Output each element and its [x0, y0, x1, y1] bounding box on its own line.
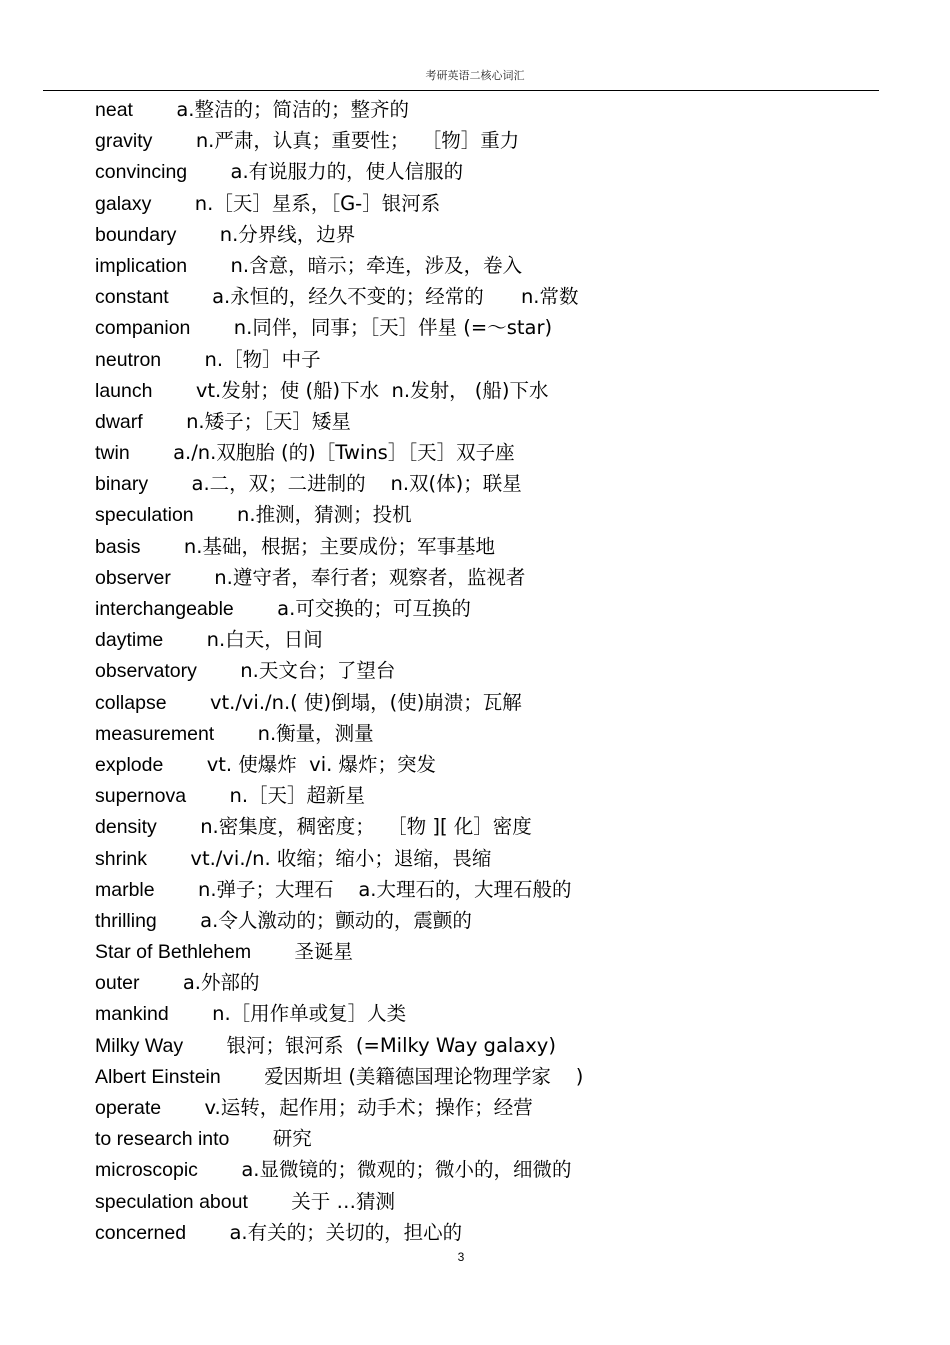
vocab-definition: 银河；银河系 (=Milky Way galaxy): [226, 1033, 556, 1057]
vocab-term: implication: [95, 254, 188, 277]
page-header-title: 考研英语二核心词汇: [425, 69, 525, 82]
header-divider: [43, 90, 879, 91]
term-gap: [133, 98, 176, 121]
vocab-definition: v.运转，起作用；动手术；操作；经营: [204, 1096, 533, 1119]
vocab-entry: [95, 1217, 915, 1248]
vocab-term: supernova: [95, 785, 187, 808]
vocab-entry: [95, 967, 915, 998]
term-gap: [171, 566, 214, 589]
vocab-entry: [95, 375, 915, 406]
vocab-term: marble: [95, 878, 155, 901]
term-gap: [161, 348, 204, 371]
vocabulary-list: [95, 94, 915, 1248]
vocab-definition: n.弹子；大理石 a.大理石的，大理石般的: [198, 877, 572, 901]
vocab-entry: [95, 843, 915, 874]
vocab-entry: [95, 437, 915, 468]
term-gap: [157, 909, 200, 932]
term-gap: [194, 503, 237, 526]
term-gap: [187, 160, 230, 183]
term-gap: [190, 316, 233, 339]
term-gap: [169, 1002, 212, 1025]
vocab-term: outer: [95, 972, 140, 995]
page-number: 3: [457, 1250, 465, 1264]
term-gap: [234, 597, 277, 620]
vocab-entry: [95, 1154, 915, 1185]
vocab-definition: a.永恒的，经久不变的；经常的 n.常数: [212, 285, 579, 309]
vocab-term: Milky Way: [95, 1034, 184, 1057]
vocab-entry: [95, 344, 915, 375]
vocab-definition: a.外部的: [182, 971, 260, 995]
vocab-term: neutron: [95, 348, 162, 371]
vocab-entry: [95, 125, 915, 156]
term-gap: [167, 691, 210, 714]
vocab-definition: n.［用作单或复］人类: [212, 1002, 407, 1026]
vocab-term: shrink: [95, 847, 148, 870]
vocab-definition: n.含意，暗示；牵连，涉及，卷入: [230, 253, 523, 277]
vocab-definition: n.同伴，同事；［天］伴星 (=～star): [233, 316, 553, 340]
vocab-term: basis: [95, 535, 141, 558]
vocab-term: gravity: [95, 130, 153, 153]
vocab-entry: [95, 531, 915, 562]
vocab-entry: [95, 499, 915, 530]
vocab-term: measurement: [95, 722, 215, 745]
vocab-term: density: [95, 816, 157, 839]
vocab-entry: [95, 655, 915, 686]
vocab-term: speculation about: [95, 1190, 248, 1213]
vocab-definition: vt.发射；使 (船)下水 n.发射， (船)下水: [195, 378, 549, 402]
vocab-term: Albert Einstein: [95, 1065, 221, 1088]
vocab-term: to research into: [95, 1128, 230, 1151]
vocab-entry: [95, 406, 915, 437]
term-gap: [141, 535, 184, 558]
vocab-definition: vt./vi./n.( 使)倒塌，(使)崩溃；瓦解: [209, 690, 522, 714]
term-gap: [143, 410, 186, 433]
vocab-term: companion: [95, 317, 191, 340]
vocab-entry: [95, 562, 915, 593]
vocab-entry: [95, 312, 915, 343]
vocab-definition: 圣诞星: [294, 940, 353, 964]
vocab-definition: a.整洁的；简洁的；整齐的: [176, 98, 409, 121]
vocab-definition: n.分界线，边界: [219, 222, 356, 246]
vocab-definition: a./n.双胞胎 (的)［Twins］［天］双子座: [173, 441, 515, 465]
vocab-term: galaxy: [95, 192, 152, 215]
term-gap: [229, 1127, 272, 1150]
term-gap: [197, 659, 240, 682]
vocab-definition: n.［物］中子: [204, 347, 321, 371]
vocab-term: binary: [95, 473, 149, 496]
vocab-definition: 研究: [272, 1127, 312, 1151]
vocab-term: thrilling: [95, 909, 157, 932]
vocab-term: launch: [95, 379, 153, 402]
vocab-term: concerned: [95, 1221, 187, 1244]
vocab-entry: [95, 998, 915, 1029]
vocab-term: microscopic: [95, 1159, 198, 1182]
vocab-entry: [95, 749, 915, 780]
vocab-definition: n.矮子；［天］矮星: [186, 409, 351, 433]
vocab-definition: n.推测，猜测；投机: [237, 503, 412, 527]
vocab-term: collapse: [95, 691, 167, 714]
vocab-definition: n.基础，根据；主要成份；军事基地: [183, 534, 495, 558]
vocab-term: observatory: [95, 660, 197, 683]
term-gap: [139, 971, 182, 994]
vocab-entry: [95, 936, 915, 967]
vocab-term: speculation: [95, 504, 194, 527]
term-gap: [147, 847, 190, 870]
vocab-definition: n.天文台；了望台: [240, 659, 396, 683]
vocab-entry: [95, 1061, 915, 1092]
vocab-definition: a.有关的；关切的，担心的: [229, 1220, 463, 1244]
vocab-entry: [95, 188, 915, 219]
vocab-definition: n.白天，日间: [206, 628, 323, 652]
term-gap: [248, 1190, 291, 1213]
term-gap: [186, 1221, 229, 1244]
vocab-definition: a.令人激动的；颤动的，震颤的: [200, 908, 472, 932]
vocab-entry: [95, 874, 915, 905]
vocab-entry: [95, 94, 915, 125]
vocab-definition: vt./vi./n. 收缩；缩小；退缩，畏缩: [190, 846, 492, 870]
vocab-entry: [95, 1092, 915, 1123]
vocab-term: observer: [95, 566, 171, 589]
vocab-entry: [95, 687, 915, 718]
term-gap: [221, 1065, 264, 1088]
vocab-entry: [95, 905, 915, 936]
vocab-definition: 爱因斯坦 (美籍德国理论物理学家 ): [264, 1064, 584, 1088]
vocab-entry: [95, 624, 915, 655]
term-gap: [163, 628, 206, 651]
vocab-definition: a.有说服力的，使人信服的: [230, 160, 464, 184]
vocab-term: explode: [95, 753, 164, 776]
vocab-entry: [95, 219, 915, 250]
term-gap: [151, 192, 194, 215]
vocab-definition: a.显微镜的；微观的；微小的，细微的: [241, 1158, 572, 1182]
vocab-definition: vt. 使爆炸 vi. 爆炸；突发: [206, 752, 437, 776]
term-gap: [187, 254, 230, 277]
vocab-definition: n.严肃，认真；重要性； ［物］重力: [195, 129, 520, 153]
vocab-entry: [95, 593, 915, 624]
term-gap: [152, 129, 195, 152]
term-gap: [130, 441, 173, 464]
vocab-definition: n.密集度，稠密度； ［物 ][ 化］密度: [200, 815, 532, 839]
vocab-entry: [95, 156, 915, 187]
vocab-term: dwarf: [95, 410, 143, 433]
vocab-definition: n.［天］星系，［G-］银河系: [194, 191, 441, 215]
term-gap: [152, 379, 195, 402]
vocab-term: constant: [95, 286, 169, 309]
vocab-entry: [95, 1030, 915, 1061]
term-gap: [161, 1096, 204, 1119]
term-gap: [155, 878, 198, 901]
vocab-term: convincing: [95, 161, 188, 184]
vocab-term: operate: [95, 1097, 162, 1119]
vocab-entry: [95, 1123, 915, 1154]
vocab-definition: a.二，双；二进制的 n.双(体)；联星: [191, 472, 522, 496]
term-gap: [198, 1158, 241, 1181]
vocab-definition: n.遵守者，奉行者；观察者，监视者: [214, 565, 526, 589]
vocab-term: Star of Bethlehem: [95, 941, 252, 964]
vocab-entry: [95, 1186, 915, 1217]
term-gap: [214, 722, 257, 745]
vocab-term: boundary: [95, 223, 177, 246]
vocab-definition: n.衡量，测量: [257, 721, 374, 745]
vocab-entry: [95, 811, 915, 842]
term-gap: [148, 472, 191, 495]
term-gap: [183, 1034, 226, 1057]
vocab-term: interchangeable: [95, 598, 234, 620]
term-gap: [163, 753, 206, 776]
vocab-term: mankind: [95, 1003, 169, 1026]
vocab-entry: [95, 250, 915, 281]
vocab-definition: n.［天］超新星: [229, 784, 366, 808]
vocab-term: daytime: [95, 629, 164, 652]
term-gap: [169, 285, 212, 308]
vocab-entry: [95, 780, 915, 811]
term-gap: [157, 815, 200, 838]
vocab-term: twin: [95, 442, 130, 465]
term-gap: [186, 784, 229, 807]
vocab-definition: 关于 …猜测: [291, 1189, 395, 1213]
term-gap: [251, 940, 294, 963]
vocab-definition: a.可交换的；可互换的: [277, 597, 471, 620]
vocab-entry: [95, 468, 915, 499]
vocab-term: neat: [95, 99, 133, 121]
term-gap: [176, 223, 219, 246]
vocab-entry: [95, 281, 915, 312]
vocab-entry: [95, 718, 915, 749]
